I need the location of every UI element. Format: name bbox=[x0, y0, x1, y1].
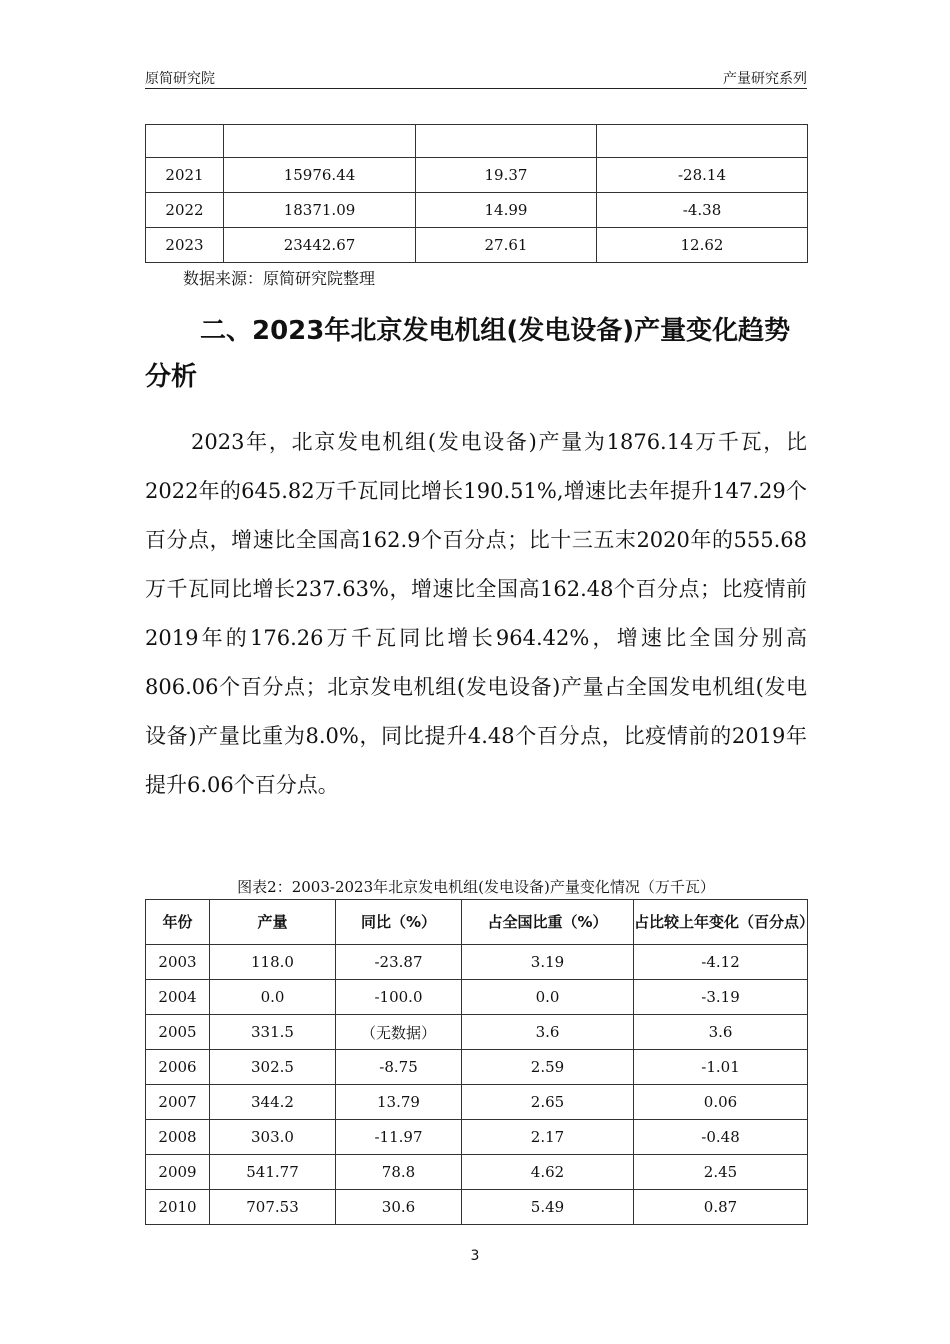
table-cell: 2008 bbox=[146, 1120, 210, 1155]
table-cell: 27.61 bbox=[416, 228, 597, 263]
table-cell bbox=[146, 125, 224, 158]
table-cell: 13.79 bbox=[336, 1085, 462, 1120]
table-cell: 118.0 bbox=[210, 945, 336, 980]
column-header: 占全国比重（%） bbox=[462, 900, 634, 945]
table-cell: 3.6 bbox=[462, 1015, 634, 1050]
column-header: 占比较上年变化（百分点） bbox=[634, 900, 808, 945]
table-row bbox=[146, 1155, 808, 1190]
table-cell: 4.62 bbox=[462, 1155, 634, 1190]
table-cell: -4.12 bbox=[634, 945, 808, 980]
analysis-paragraph bbox=[145, 418, 807, 810]
table-cell: 2006 bbox=[146, 1050, 210, 1085]
table-cell: 14.99 bbox=[416, 193, 597, 228]
table-cell: 2022 bbox=[146, 193, 224, 228]
table-cell: 344.2 bbox=[210, 1085, 336, 1120]
column-header: 产量 bbox=[210, 900, 336, 945]
table-cell: -1.01 bbox=[634, 1050, 808, 1085]
table-row bbox=[146, 228, 808, 263]
table-cell: -100.0 bbox=[336, 980, 462, 1015]
table-cell: 30.6 bbox=[336, 1190, 462, 1225]
table-cell: 78.8 bbox=[336, 1155, 462, 1190]
column-header: 同比（%） bbox=[336, 900, 462, 945]
table-cell: -4.38 bbox=[597, 193, 808, 228]
table-caption: 图表2：2003-2023年北京发电机组(发电设备)产量变化情况（万千瓦） bbox=[237, 878, 715, 896]
table-cell: 0.06 bbox=[634, 1085, 808, 1120]
table-cell: 2.45 bbox=[634, 1155, 808, 1190]
header-org: 原简研究院 bbox=[145, 71, 215, 87]
table-cell: 19.37 bbox=[416, 158, 597, 193]
table-cell: 0.0 bbox=[210, 980, 336, 1015]
column-header: 年份 bbox=[146, 900, 210, 945]
table-cell: 2021 bbox=[146, 158, 224, 193]
table-row bbox=[146, 125, 808, 158]
page-number: 3 bbox=[470, 1248, 480, 1264]
table-cell: 302.5 bbox=[210, 1050, 336, 1085]
table-cell: 0.87 bbox=[634, 1190, 808, 1225]
table-cell: 23442.67 bbox=[224, 228, 416, 263]
table-cell: 707.53 bbox=[210, 1190, 336, 1225]
table-cell: 541.77 bbox=[210, 1155, 336, 1190]
header-series: 产量研究系列 bbox=[723, 71, 807, 87]
table-cell: 12.62 bbox=[597, 228, 808, 263]
table-cell: 5.49 bbox=[462, 1190, 634, 1225]
table-row bbox=[146, 1085, 808, 1120]
top-data-table bbox=[145, 124, 808, 263]
table-cell: 2003 bbox=[146, 945, 210, 980]
table-cell: 2.59 bbox=[462, 1050, 634, 1085]
table-cell: 2009 bbox=[146, 1155, 210, 1190]
table-cell: -8.75 bbox=[336, 1050, 462, 1085]
table-cell bbox=[416, 125, 597, 158]
table-row bbox=[146, 1015, 808, 1050]
table-cell: 2005 bbox=[146, 1015, 210, 1050]
table-cell: -23.87 bbox=[336, 945, 462, 980]
table-cell bbox=[597, 125, 808, 158]
table-cell: 2.17 bbox=[462, 1120, 634, 1155]
table-cell: （无数据） bbox=[336, 1015, 462, 1050]
table-cell: 2.65 bbox=[462, 1085, 634, 1120]
table-cell: 18371.09 bbox=[224, 193, 416, 228]
table-row bbox=[146, 193, 808, 228]
data-source-note: 数据来源：原简研究院整理 bbox=[183, 269, 376, 288]
table-row bbox=[146, 1050, 808, 1085]
section-heading bbox=[145, 308, 807, 400]
table-row bbox=[146, 980, 808, 1015]
table-cell: 331.5 bbox=[210, 1015, 336, 1050]
table-cell: 3.6 bbox=[634, 1015, 808, 1050]
table-row bbox=[146, 1120, 808, 1155]
table-cell: 2007 bbox=[146, 1085, 210, 1120]
table-cell: -0.48 bbox=[634, 1120, 808, 1155]
table-cell: 2010 bbox=[146, 1190, 210, 1225]
section-heading-text: 二、2023年北京发电机组(发电设备)产量变化趋势分析 bbox=[145, 316, 791, 392]
page-header bbox=[145, 64, 807, 89]
table-cell: 303.0 bbox=[210, 1120, 336, 1155]
analysis-paragraph-text: 2023年，北京发电机组(发电设备)产量为1876.14万千瓦，比2022年的645.82万千瓦同比增长190.51%,增速比去年提升147.29个百分点，增速比全国高162.9个百分点；比十三五末2020年的555.68万千瓦同比增长237.63%，增速比全国高162.48个百分点；比疫情前2019年的176.26万千瓦同比增长964.42%，增速比全国分别高806.06个百分点；北京发电机组(发电设备)产量占全国发电机组(发电设备)产量比重为8.0%，同比提升4.48个百分点，比疫情前的2019年提升6.06个百分点。 bbox=[145, 430, 807, 797]
table-cell: -11.97 bbox=[336, 1120, 462, 1155]
table-cell bbox=[224, 125, 416, 158]
production-table bbox=[145, 899, 815, 1225]
table-cell: -28.14 bbox=[597, 158, 808, 193]
table-row bbox=[146, 945, 808, 980]
table-cell: 3.19 bbox=[462, 945, 634, 980]
table-cell: 2023 bbox=[146, 228, 224, 263]
table-header-row bbox=[146, 900, 808, 945]
table-row bbox=[146, 158, 808, 193]
table-cell: 2004 bbox=[146, 980, 210, 1015]
table-cell: -3.19 bbox=[634, 980, 808, 1015]
table-row bbox=[146, 1190, 808, 1225]
table-cell: 0.0 bbox=[462, 980, 634, 1015]
table-cell: 15976.44 bbox=[224, 158, 416, 193]
